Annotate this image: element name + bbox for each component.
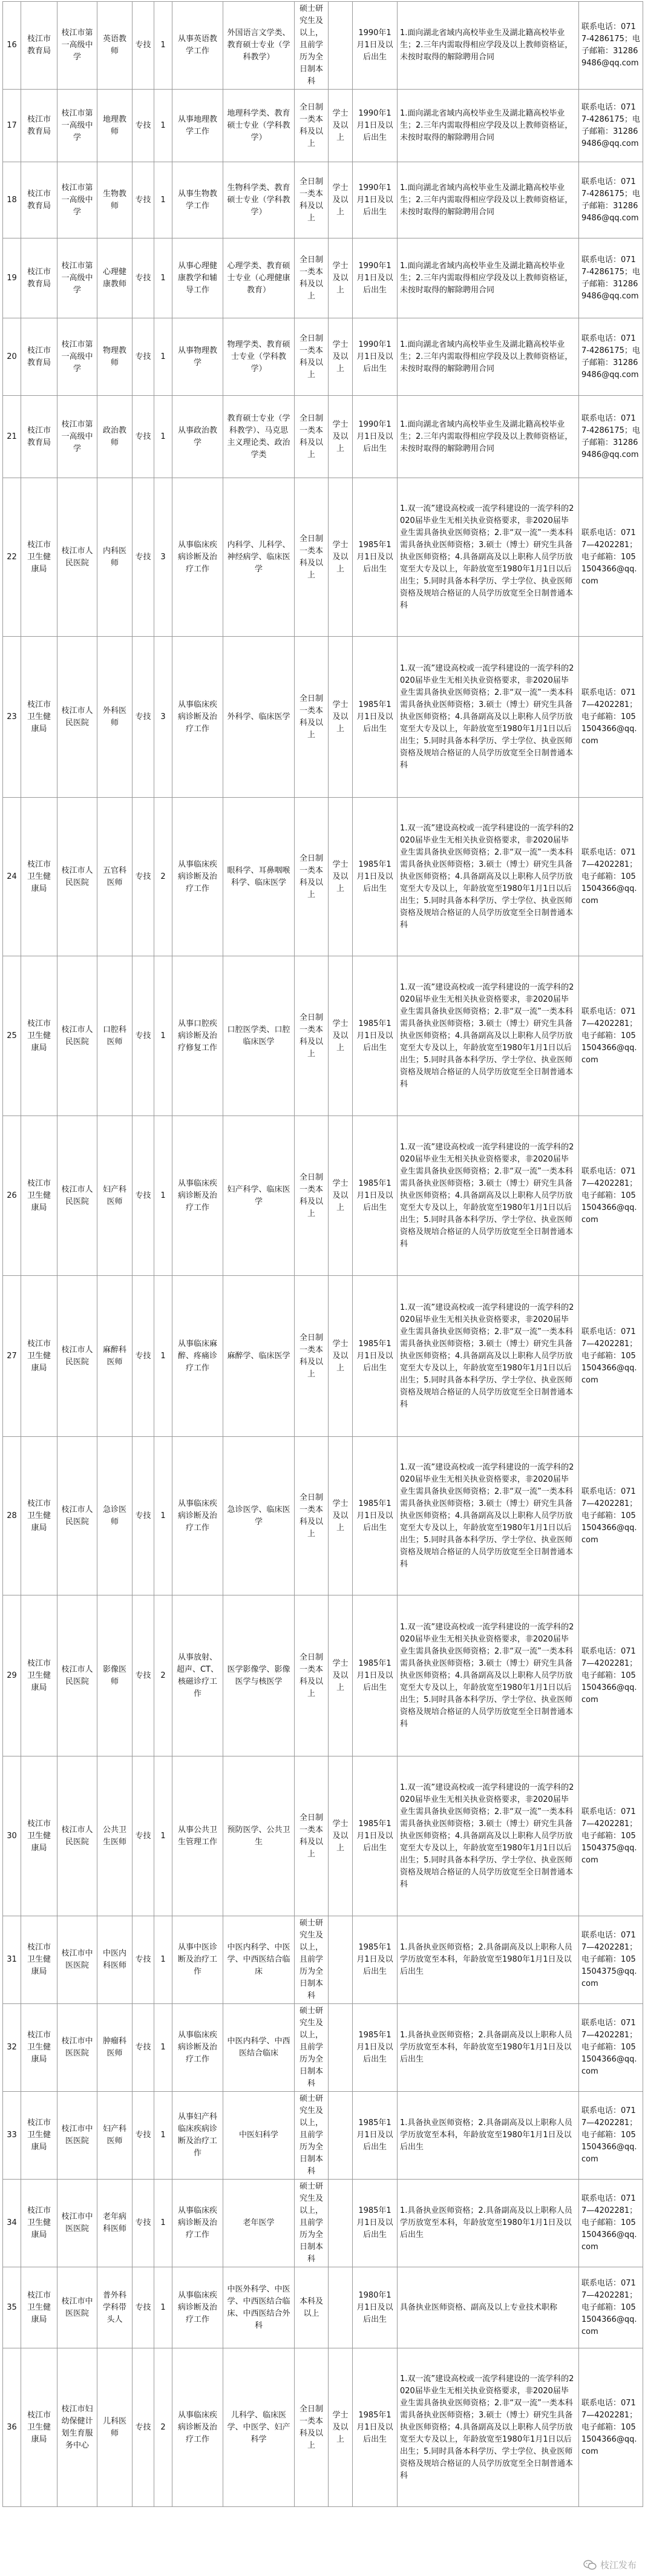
- cell-contact: 联系电话：0717—4202281；电子邮箱：1051504366@qq.com: [579, 798, 643, 956]
- cell-unit: 枝江市人民医院: [57, 798, 97, 956]
- cell-education: 硕士研究生及以上，且前学历为全日制本科: [295, 1916, 329, 2004]
- cell-degree: 学士及以上: [329, 238, 353, 318]
- cell-department: 枝江市卫生健康局: [21, 1276, 57, 1437]
- cell-contact: 联系电话：0717—4202281；电子邮箱：1051504366@qq.com: [579, 2092, 643, 2180]
- cell-degree: 学士及以上: [329, 90, 353, 162]
- cell-post-type: 专技: [133, 2348, 154, 2507]
- cell-contact: 联系电话：0717—4202281；电子邮箱：1051504366@qq.com: [579, 2348, 643, 2507]
- cell-no: 20: [3, 318, 21, 396]
- cell-major: 急诊医学、临床医学: [223, 1437, 295, 1595]
- cell-unit: 枝江市第一高级中学: [57, 238, 97, 318]
- cell-no: 21: [3, 396, 21, 478]
- cell-unit: 枝江市第一高级中学: [57, 2, 97, 90]
- cell-post-type: 专技: [133, 637, 154, 798]
- cell-age: 1985年1月1日及以后出生: [353, 1437, 398, 1595]
- table-row: [3, 637, 643, 798]
- table-body: [3, 2, 643, 2507]
- cell-department: 枝江市教育局: [21, 318, 57, 396]
- cell-count: 2: [154, 2348, 172, 2507]
- cell-count: 1: [154, 162, 172, 238]
- cell-duty: 从事英语教学工作: [172, 2, 223, 90]
- cell-department: 枝江市卫生健康局: [21, 1116, 57, 1276]
- cell-requirements: 1.具备执业医师资格；2.具备副高及以上职称人员学历放宽至本科，年龄放宽至1980年1月1日及以后出生: [398, 2092, 579, 2180]
- cell-degree: [329, 2, 353, 90]
- cell-contact: 联系电话：0717-4286175；电子邮箱：312869486@qq.com: [579, 318, 643, 396]
- cell-count: 3: [154, 478, 172, 637]
- cell-major: 心理学类、教育硕士专业（心理健康教育）: [223, 238, 295, 318]
- cell-count: 1: [154, 2092, 172, 2180]
- cell-department: 枝江市教育局: [21, 162, 57, 238]
- cell-duty: 从事临床疾病诊断及治疗工作: [172, 2180, 223, 2267]
- cell-degree: 学士及以上: [329, 637, 353, 798]
- cell-requirements: 1.双一流”建设高校或一流学科建设的一流学科的2020届毕业生无相关执业资格要求，非2020届毕业生需具备执业医师资格；2.非“双一流”一类本科需具备执业医师资格；3.硕士（博士）研究生具备执业医师资格；4.具备副高及以上职称人员学历放宽至大专及以上，年龄放宽至1980年1月1日以后出生；5.同时具备本科学历、学士学位、执业医师资格及规培合格证的人员学历放宽至全日制普通本科: [398, 956, 579, 1116]
- cell-education: 全日制一类本科及以上: [295, 1276, 329, 1437]
- cell-degree: 学士及以上: [329, 162, 353, 238]
- cell-no: 36: [3, 2348, 21, 2507]
- table-row: [3, 2267, 643, 2348]
- cell-degree: 学士及以上: [329, 318, 353, 396]
- cell-education: 硕士研究生及以上，且前学历为全日制本科: [295, 2092, 329, 2180]
- cell-no: 32: [3, 2004, 21, 2092]
- cell-no: 16: [3, 2, 21, 90]
- cell-major: 外国语言文学类、教育硕士专业（学科教学）: [223, 2, 295, 90]
- cell-degree: 学士及以上: [329, 1437, 353, 1595]
- cell-age: 1985年1月1日及以后出生: [353, 956, 398, 1116]
- cell-requirements: 1.具备执业医师资格；2.具备副高及以上职称人员学历放宽至本科，年龄放宽至1980年1月1日及以后出生: [398, 2180, 579, 2267]
- cell-department: 枝江市卫生健康局: [21, 637, 57, 798]
- cell-post: 公共卫生医师: [97, 1756, 133, 1916]
- cell-count: 1: [154, 2, 172, 90]
- cell-age: 1985年1月1日及以后出生: [353, 1116, 398, 1276]
- cell-post-type: 专技: [133, 396, 154, 478]
- cell-education: 全日制一类本科及以上: [295, 238, 329, 318]
- cell-count: 1: [154, 1116, 172, 1276]
- cell-count: 3: [154, 637, 172, 798]
- cell-post: 普外科学科带头人: [97, 2267, 133, 2348]
- cell-duty: 从事临床疾病诊断及治疗工作: [172, 2267, 223, 2348]
- cell-contact: 联系电话：0717—4202281；电子邮箱：1051504366@qq.com: [579, 1116, 643, 1276]
- cell-contact: 联系电话：0717—4202281；电子邮箱：1051504366@qq.com: [579, 478, 643, 637]
- cell-post: 麻醉科医师: [97, 1276, 133, 1437]
- cell-major: 中医内科学、中西医结合临床: [223, 2004, 295, 2092]
- cell-post-type: 专技: [133, 798, 154, 956]
- cell-requirements: 1.双一流”建设高校或一流学科建设的一流学科的2020届毕业生无相关执业资格要求，非2020届毕业生需具备执业医师资格；2.非“双一流”一类本科需具备执业医师资格；3.硕士（博士）研究生具备执业医师资格；4.具备副高及以上职称人员学历放宽至大专及以上，年龄放宽至1980年1月1日以后出生；5.同时具备本科学历、学士学位、执业医师资格及规培合格证的人员学历放宽至全日制普通本科: [398, 637, 579, 798]
- cell-post: 外科医师: [97, 637, 133, 798]
- recruitment-table: [2, 1, 643, 2507]
- cell-count: 1: [154, 956, 172, 1116]
- cell-age: 1990年1月1日及以后出生: [353, 318, 398, 396]
- cell-requirements: 具备执业医师资格、副高及以上专业技术职称: [398, 2267, 579, 2348]
- cell-duty: 从事心理健康教学和辅导工作: [172, 238, 223, 318]
- cell-unit: 枝江市第一高级中学: [57, 162, 97, 238]
- cell-duty: 从事临床疾病诊断及治疗工作: [172, 2004, 223, 2092]
- cell-major: 生物科学类、教育硕士专业（学科教学）: [223, 162, 295, 238]
- watermark: [583, 2558, 637, 2571]
- cell-unit: 枝江市人民医院: [57, 1276, 97, 1437]
- cell-post: 妇产科医师: [97, 1116, 133, 1276]
- cell-count: 1: [154, 396, 172, 478]
- cell-unit: 枝江市人民医院: [57, 1437, 97, 1595]
- cell-duty: 从事放射、超声、CT、核磁诊疗工作: [172, 1595, 223, 1756]
- cell-post-type: 专技: [133, 90, 154, 162]
- cell-post-type: 专技: [133, 318, 154, 396]
- cell-unit: 枝江市中医医院: [57, 1916, 97, 2004]
- cell-requirements: 1.面向湖北省域内高校毕业生及湖北籍高校毕业生；2.三年内需取得相应学段及以上教师资格证，未按时取得的解除聘用合同: [398, 2, 579, 90]
- cell-count: 2: [154, 798, 172, 956]
- cell-age: 1985年1月1日及以后出生: [353, 2180, 398, 2267]
- cell-major: 教育硕士专业（学科教学）、马克思主义理论类、政治学类: [223, 396, 295, 478]
- table-row: [3, 478, 643, 637]
- cell-duty: 从事临床疾病诊断及治疗工作: [172, 637, 223, 798]
- cell-duty: 从事临床疾病诊断及治疗工作: [172, 1437, 223, 1595]
- cell-major: 外科学、临床医学: [223, 637, 295, 798]
- cell-post-type: 专技: [133, 1916, 154, 2004]
- cell-department: 枝江市教育局: [21, 2, 57, 90]
- cell-major: 预防医学、公共卫生: [223, 1756, 295, 1916]
- cell-no: 29: [3, 1595, 21, 1756]
- cell-education: 全日制一类本科及以上: [295, 1756, 329, 1916]
- table-row: [3, 2, 643, 90]
- cell-count: 1: [154, 2004, 172, 2092]
- cell-contact: 联系电话：0717—4202281；电子邮箱：1051504375@qq.com: [579, 1916, 643, 2004]
- cell-count: 1: [154, 1916, 172, 2004]
- cell-department: 枝江市卫生健康局: [21, 956, 57, 1116]
- cell-contact: 联系电话：0717-4286175；电子邮箱：312869486@qq.com: [579, 238, 643, 318]
- cell-department: 枝江市卫生健康局: [21, 1756, 57, 1916]
- cell-contact: 联系电话：0717—4202281；电子邮箱：1051504366@qq.com: [579, 1437, 643, 1595]
- cell-post: 地理教师: [97, 90, 133, 162]
- cell-requirements: 1.双一流”建设高校或一流学科建设的一流学科的2020届毕业生无相关执业资格要求，非2020届毕业生需具备执业医师资格；2.非“双一流”一类本科需具备执业医师资格；3.硕士（博士）研究生具备执业医师资格；4.具备副高及以上职称人员学历放宽至大专及以上，年龄放宽至1980年1月1日以后出生；5.同时具备本科学历、学士学位、执业医师资格及规培合格证的人员学历放宽至全日制普通本科: [398, 1276, 579, 1437]
- cell-duty: 从事政治教学: [172, 396, 223, 478]
- cell-no: 18: [3, 162, 21, 238]
- cell-education: 全日制一类本科及以上: [295, 396, 329, 478]
- cell-post: 政治教师: [97, 396, 133, 478]
- cell-post-type: 专技: [133, 2092, 154, 2180]
- cell-duty: 从事生物教学工作: [172, 162, 223, 238]
- cell-post: 内科医师: [97, 478, 133, 637]
- cell-degree: 学士及以上: [329, 956, 353, 1116]
- cell-post: 影像医师: [97, 1595, 133, 1756]
- cell-major: 中医妇科学: [223, 2092, 295, 2180]
- cell-education: 全日制一类本科及以上: [295, 162, 329, 238]
- cell-post: 肿瘤科医师: [97, 2004, 133, 2092]
- cell-age: 1985年1月1日及以后出生: [353, 1595, 398, 1756]
- cell-department: 枝江市卫生健康局: [21, 2267, 57, 2348]
- cell-requirements: 1.具备执业医师资格；2.具备副高及以上职称人员学历放宽至本科，年龄放宽至1980年1月1日及以后出生: [398, 2004, 579, 2092]
- cell-unit: 枝江市人民医院: [57, 1756, 97, 1916]
- table-row: [3, 90, 643, 162]
- cell-duty: 从事口腔疾病诊断及治疗修复工作: [172, 956, 223, 1116]
- cell-department: 枝江市卫生健康局: [21, 478, 57, 637]
- cell-department: 枝江市卫生健康局: [21, 1595, 57, 1756]
- cell-requirements: 1.双一流”建设高校或一流学科建设的一流学科的2020届毕业生无相关执业资格要求，非2020届毕业生需具备执业医师资格；2.非“双一流”一类本科需具备执业医师资格；3.硕士（博士）研究生具备执业医师资格；4.具备副高及以上职称人员学历放宽至大专及以上，年龄放宽至1980年1月1日以后出生；5.同时具备本科学历、学士学位、执业医师资格及规培合格证的人员学历放宽至全日制普通本科: [398, 1116, 579, 1276]
- cell-department: 枝江市卫生健康局: [21, 1437, 57, 1595]
- cell-degree: [329, 2004, 353, 2092]
- cell-department: 枝江市卫生健康局: [21, 2180, 57, 2267]
- cell-unit: 枝江市人民医院: [57, 956, 97, 1116]
- cell-no: 33: [3, 2092, 21, 2180]
- cell-unit: 枝江市第一高级中学: [57, 396, 97, 478]
- cell-contact: 联系电话：0717-4286175；电子邮箱：312869486@qq.com: [579, 162, 643, 238]
- cell-post-type: 专技: [133, 162, 154, 238]
- table-row: [3, 1437, 643, 1595]
- cell-age: 1985年1月1日及以后出生: [353, 637, 398, 798]
- cell-contact: 联系电话：0717-4286175；电子邮箱：312869486@qq.com: [579, 90, 643, 162]
- cell-education: 全日制一类本科及以上: [295, 637, 329, 798]
- cell-requirements: 1.面向湖北省域内高校毕业生及湖北籍高校毕业生；2.三年内需取得相应学段及以上教师资格证，未按时取得的解除聘用合同: [398, 162, 579, 238]
- cell-post: 生物教师: [97, 162, 133, 238]
- cell-contact: 联系电话：0717—4202281；电子邮箱：1051504366@qq.com: [579, 956, 643, 1116]
- cell-department: 枝江市卫生健康局: [21, 798, 57, 956]
- cell-post-type: 专技: [133, 1276, 154, 1437]
- cell-major: 口腔医学类、口腔临床医学: [223, 956, 295, 1116]
- cell-age: 1990年1月1日及以后出生: [353, 238, 398, 318]
- cell-contact: 联系电话：0717—4202281；电子邮箱：1051504366@qq.com: [579, 2004, 643, 2092]
- cell-department: 枝江市教育局: [21, 238, 57, 318]
- cell-unit: 枝江市中医医院: [57, 2180, 97, 2267]
- table-row: [3, 396, 643, 478]
- cell-requirements: 1.面向湖北省域内高校毕业生及湖北籍高校毕业生；2.三年内需取得相应学段及以上教师资格证，未按时取得的解除聘用合同: [398, 238, 579, 318]
- cell-degree: [329, 2092, 353, 2180]
- cell-contact: 联系电话：0717-4286175；电子邮箱：312869486@qq.com: [579, 396, 643, 478]
- cell-contact: 联系电话：0717—4202281；电子邮箱：1051504366@qq.com: [579, 637, 643, 798]
- cell-contact: 联系电话：0717—4202281；电子邮箱：1051504366@qq.com: [579, 1595, 643, 1756]
- cell-age: 1985年1月1日及以后出生: [353, 1276, 398, 1437]
- cell-post-type: 专技: [133, 1595, 154, 1756]
- cell-degree: [329, 2180, 353, 2267]
- table-row: [3, 2092, 643, 2180]
- cell-duty: 从事公共卫生管理工作: [172, 1756, 223, 1916]
- table-row: [3, 1756, 643, 1916]
- cell-post: 老年病科医师: [97, 2180, 133, 2267]
- cell-count: 1: [154, 2267, 172, 2348]
- cell-count: 1: [154, 1276, 172, 1437]
- cell-requirements: 1.双一流”建设高校或一流学科建设的一流学科的2020届毕业生无相关执业资格要求，非2020届毕业生需具备执业医师资格；2.非“双一流”一类本科需具备执业医师资格；3.硕士（博士）研究生具备执业医师资格；4.具备副高及以上职称人员学历放宽至大专及以上，年龄放宽至1980年1月1日以后出生；5.同时具备本科学历、学士学位、执业医师资格及规培合格证的人员学历放宽至全日制普通本科: [398, 478, 579, 637]
- cell-no: 25: [3, 956, 21, 1116]
- cell-duty: 从事临床疾病诊断及治疗工作: [172, 1116, 223, 1276]
- table-row: [3, 1595, 643, 1756]
- cell-unit: 枝江市人民医院: [57, 478, 97, 637]
- cell-major: 妇产科学、临床医学: [223, 1116, 295, 1276]
- cell-count: 2: [154, 1595, 172, 1756]
- cell-degree: 学士及以上: [329, 2348, 353, 2507]
- cell-education: 全日制一类本科及以上: [295, 2348, 329, 2507]
- cell-no: 28: [3, 1437, 21, 1595]
- cell-education: 全日制一类本科及以上: [295, 90, 329, 162]
- cell-post: 五官科医师: [97, 798, 133, 956]
- cell-no: 31: [3, 1916, 21, 2004]
- table-row: [3, 238, 643, 318]
- cell-post-type: 专技: [133, 1116, 154, 1276]
- cell-post-type: 专技: [133, 2, 154, 90]
- cell-count: 1: [154, 90, 172, 162]
- cell-degree: 学士及以上: [329, 396, 353, 478]
- cell-degree: 学士及以上: [329, 1116, 353, 1276]
- cell-post-type: 专技: [133, 956, 154, 1116]
- cell-unit: 枝江市人民医院: [57, 1116, 97, 1276]
- cell-duty: 从事物理教学: [172, 318, 223, 396]
- cell-age: 1985年1月1日及以后出生: [353, 1916, 398, 2004]
- cell-degree: 学士及以上: [329, 798, 353, 956]
- cell-age: 1980年1月1日及以后出生: [353, 2267, 398, 2348]
- cell-count: 1: [154, 238, 172, 318]
- watermark-text: 枝江发布: [600, 2560, 637, 2571]
- cell-no: 30: [3, 1756, 21, 1916]
- table-row: [3, 956, 643, 1116]
- cell-no: 17: [3, 90, 21, 162]
- cell-requirements: 1.双一流”建设高校或一流学科建设的一流学科的2020届毕业生无相关执业资格要求，非2020届毕业生需具备执业医师资格；2.非“双一流”一类本科需具备执业医师资格；3.硕士（博士）研究生具备执业医师资格；4.具备副高及以上职称人员学历放宽至大专及以上，年龄放宽至1980年1月1日以后出生；5.同时具备本科学历、学士学位、执业医师资格及规培合格证的人员学历放宽至全日制普通本科: [398, 1756, 579, 1916]
- cell-education: 全日制一类本科及以上: [295, 1595, 329, 1756]
- cell-post-type: 专技: [133, 2180, 154, 2267]
- cell-contact: 联系电话：0717—4202281；电子邮箱：1051504366@qq.com: [579, 2180, 643, 2267]
- cell-age: 1985年1月1日及以后出生: [353, 798, 398, 956]
- cell-duty: 从事临床麻醉、疼痛诊疗工作: [172, 1276, 223, 1437]
- cell-duty: 从事妇产科临床疾病诊断及治疗工作: [172, 2092, 223, 2180]
- table-row: [3, 2004, 643, 2092]
- cell-degree: [329, 2267, 353, 2348]
- cell-degree: 学士及以上: [329, 1276, 353, 1437]
- cell-requirements: 1.双一流”建设高校或一流学科建设的一流学科的2020届毕业生无相关执业资格要求，非2020届毕业生需具备执业医师资格；2.非“双一流”一类本科需具备执业医师资格；3.硕士（博士）研究生具备执业医师资格；4.具备副高及以上职称人员学历放宽至大专及以上，年龄放宽至1980年1月1日以后出生；5.同时具备本科学历、学士学位、执业医师资格及规培合格证的人员学历放宽至全日制普通本科: [398, 1437, 579, 1595]
- cell-duty: 从事临床疾病诊断及治疗工作: [172, 478, 223, 637]
- cell-post-type: 专技: [133, 478, 154, 637]
- cell-education: 本科及以上: [295, 2267, 329, 2348]
- cell-no: 26: [3, 1116, 21, 1276]
- cell-education: 硕士研究生及以上，且前学历为全日制本科: [295, 2, 329, 90]
- cell-major: 麻醉学、临床医学: [223, 1276, 295, 1437]
- cell-major: 中医内科学、中医学、中西医结合临床: [223, 1916, 295, 2004]
- cell-age: 1985年1月1日及以后出生: [353, 2004, 398, 2092]
- cell-education: 全日制一类本科及以上: [295, 798, 329, 956]
- cell-no: 24: [3, 798, 21, 956]
- cell-unit: 枝江市中医医院: [57, 2267, 97, 2348]
- cell-education: 硕士研究生及以上，且前学历为全日制本科: [295, 2180, 329, 2267]
- cell-major: 物理学类、教育硕士专业（学科教学）: [223, 318, 295, 396]
- cell-post: 物理教师: [97, 318, 133, 396]
- cell-duty: 从事中医诊断及治疗工作: [172, 1916, 223, 2004]
- cell-post-type: 专技: [133, 238, 154, 318]
- cell-no: 34: [3, 2180, 21, 2267]
- table-row: [3, 2348, 643, 2507]
- cell-education: 全日制一类本科及以上: [295, 318, 329, 396]
- cell-post-type: 专技: [133, 1437, 154, 1595]
- cell-requirements: 1.双一流”建设高校或一流学科建设的一流学科的2020届毕业生无相关执业资格要求，非2020届毕业生需具备执业医师资格；2.非“双一流”一类本科需具备执业医师资格；3.硕士（博士）研究生具备执业医师资格；4.具备副高及以上职称人员学历放宽至大专及以上，年龄放宽至1980年1月1日以后出生；5.同时具备本科学历、学士学位、执业医师资格及规培合格证的人员学历放宽至全日制普通本科: [398, 2348, 579, 2507]
- table-row: [3, 798, 643, 956]
- cell-major: 内科学、儿科学、神经病学、临床医学: [223, 478, 295, 637]
- cell-education: 全日制一类本科及以上: [295, 1437, 329, 1595]
- cell-education: 全日制一类本科及以上: [295, 956, 329, 1116]
- cell-department: 枝江市卫生健康局: [21, 2004, 57, 2092]
- cell-unit: 枝江市第一高级中学: [57, 90, 97, 162]
- cell-post: 中医内科医师: [97, 1916, 133, 2004]
- cell-degree: 学士及以上: [329, 478, 353, 637]
- cell-major: 眼科学、耳鼻咽喉科学、临床医学: [223, 798, 295, 956]
- cell-department: 枝江市卫生健康局: [21, 2092, 57, 2180]
- table-row: [3, 1916, 643, 2004]
- cell-department: 枝江市卫生健康局: [21, 2348, 57, 2507]
- cell-department: 枝江市教育局: [21, 396, 57, 478]
- cell-age: 1985年1月1日及以后出生: [353, 1756, 398, 1916]
- cell-department: 枝江市教育局: [21, 90, 57, 162]
- cell-count: 1: [154, 2180, 172, 2267]
- cell-no: 22: [3, 478, 21, 637]
- cell-requirements: 1.双一流”建设高校或一流学科建设的一流学科的2020届毕业生无相关执业资格要求，非2020届毕业生需具备执业医师资格；2.非“双一流”一类本科需具备执业医师资格；3.硕士（博士）研究生具备执业医师资格；4.具备副高及以上职称人员学历放宽至大专及以上，年龄放宽至1980年1月1日以后出生；5.同时具备本科学历、学士学位、执业医师资格及规培合格证的人员学历放宽至全日制普通本科: [398, 1595, 579, 1756]
- cell-post-type: 专技: [133, 1756, 154, 1916]
- cell-unit: 枝江市第一高级中学: [57, 318, 97, 396]
- cell-age: 1990年1月1日及以后出生: [353, 396, 398, 478]
- cell-education: 全日制一类本科及以上: [295, 1116, 329, 1276]
- cell-unit: 枝江市中医医院: [57, 2092, 97, 2180]
- cell-no: 27: [3, 1276, 21, 1437]
- cell-no: 19: [3, 238, 21, 318]
- table-row: [3, 2180, 643, 2267]
- cell-count: 1: [154, 1756, 172, 1916]
- cell-education: 硕士研究生及以上，且前学历为全日制本科: [295, 2004, 329, 2092]
- cell-degree: [329, 1916, 353, 2004]
- cell-requirements: 1.面向湖北省域内高校毕业生及湖北籍高校毕业生；2.三年内需取得相应学段及以上教师资格证，未按时取得的解除聘用合同: [398, 396, 579, 478]
- cell-duty: 从事临床疾病诊断及治疗工作: [172, 798, 223, 956]
- cell-post-type: 专技: [133, 2004, 154, 2092]
- cell-age: 1985年1月1日及以后出生: [353, 2348, 398, 2507]
- cell-count: 1: [154, 1437, 172, 1595]
- cell-post: 儿科医师: [97, 2348, 133, 2507]
- cell-requirements: 1.具备执业医师资格；2.具备副高及以上职称人员学历放宽至本科，年龄放宽至1980年1月1日及以后出生: [398, 1916, 579, 2004]
- cell-contact: 联系电话：0717-4286175；电子邮箱：312869486@qq.com: [579, 2, 643, 90]
- cell-unit: 枝江市人民医院: [57, 637, 97, 798]
- cell-major: 老年医学: [223, 2180, 295, 2267]
- cell-unit: 枝江市中医医院: [57, 2004, 97, 2092]
- cell-major: 中医外科学、中医学、中西医结合临床、中西医结合外科: [223, 2267, 295, 2348]
- cell-degree: 学士及以上: [329, 1756, 353, 1916]
- cell-post: 口腔科医师: [97, 956, 133, 1116]
- table-row: [3, 1276, 643, 1437]
- cell-post: 妇产科医师: [97, 2092, 133, 2180]
- cell-age: 1985年1月1日及以后出生: [353, 478, 398, 637]
- table-row: [3, 1116, 643, 1276]
- cell-requirements: 1.面向湖北省域内高校毕业生及湖北籍高校毕业生；2.三年内需取得相应学段及以上教师资格证，未按时取得的解除聘用合同: [398, 90, 579, 162]
- cell-post: 英语教师: [97, 2, 133, 90]
- cell-no: 35: [3, 2267, 21, 2348]
- cell-unit: 枝江市人民医院: [57, 1595, 97, 1756]
- cell-major: 医学影像学、影像医学与核医学: [223, 1595, 295, 1756]
- cell-contact: 联系电话：0717—4202281；电子邮箱：1051504366@qq.com: [579, 2267, 643, 2348]
- cell-education: 全日制一类本科及以上: [295, 478, 329, 637]
- cell-requirements: 1.面向湖北省域内高校毕业生及湖北籍高校毕业生；2.三年内需取得相应学段及以上教师资格证，未按时取得的解除聘用合同: [398, 318, 579, 396]
- cell-department: 枝江市卫生健康局: [21, 1916, 57, 2004]
- table-row: [3, 162, 643, 238]
- cell-post-type: 专技: [133, 2267, 154, 2348]
- cell-major: 儿科学、临床医学、中医学、妇产科学: [223, 2348, 295, 2507]
- table-row: [3, 318, 643, 396]
- cell-no: 23: [3, 637, 21, 798]
- wechat-icon: [583, 2560, 597, 2571]
- cell-contact: 联系电话：0717—4202281；电子邮箱：1051504366@qq.com: [579, 1276, 643, 1437]
- cell-contact: 联系电话：0717—4202281；电子邮箱：1051504375@qq.com: [579, 1756, 643, 1916]
- cell-age: 1990年1月1日及以后出生: [353, 90, 398, 162]
- cell-duty: 从事地理教学工作: [172, 90, 223, 162]
- cell-post: 急诊医师: [97, 1437, 133, 1595]
- cell-count: 1: [154, 318, 172, 396]
- cell-degree: 学士及以上: [329, 1595, 353, 1756]
- cell-major: 地理科学类、教育硕士专业（学科教学）: [223, 90, 295, 162]
- cell-post: 心理健康教师: [97, 238, 133, 318]
- cell-age: 1990年1月1日及以后出生: [353, 162, 398, 238]
- cell-unit: 枝江市妇幼保健计划生育服务中心: [57, 2348, 97, 2507]
- cell-age: 1985年1月1日及以后出生: [353, 2092, 398, 2180]
- cell-requirements: 1.双一流”建设高校或一流学科建设的一流学科的2020届毕业生无相关执业资格要求，非2020届毕业生需具备执业医师资格；2.非“双一流”一类本科需具备执业医师资格；3.硕士（博士）研究生具备执业医师资格；4.具备副高及以上职称人员学历放宽至大专及以上，年龄放宽至1980年1月1日以后出生；5.同时具备本科学历、学士学位、执业医师资格及规培合格证的人员学历放宽至全日制普通本科: [398, 798, 579, 956]
- cell-age: 1990年1月1日及以后出生: [353, 2, 398, 90]
- cell-duty: 从事临床疾病诊断及治疗工作: [172, 2348, 223, 2507]
